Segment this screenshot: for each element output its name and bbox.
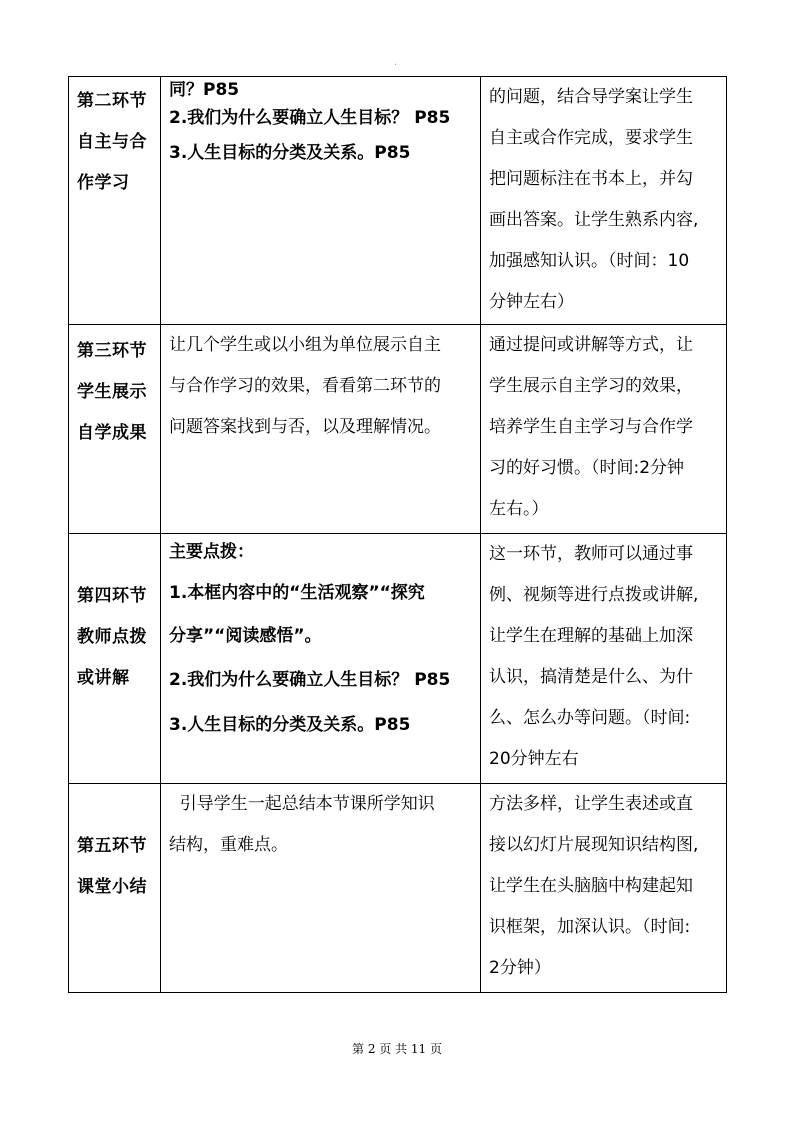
content-line: 3.人生目标的分类及关系。P85 — [169, 715, 411, 735]
stage-line: 自主与合 — [77, 132, 147, 152]
note-cell — [481, 77, 727, 325]
note-line: 把问题标注在书本上，并勾 — [489, 169, 693, 189]
stage-cell — [69, 784, 161, 993]
content-cell — [161, 77, 481, 325]
page-number-footer: 第 2 页 共 11 页 — [352, 1042, 442, 1056]
note-cell — [481, 534, 727, 784]
content-line: 2.我们为什么要确立人生目标？ P85 — [169, 108, 451, 128]
content-line: 3.人生目标的分类及关系。P85 — [169, 143, 411, 163]
stage-line: 第四环节 — [77, 586, 147, 606]
lesson-plan-table — [68, 76, 727, 993]
note-line: 方法多样，让学生表述或直 — [489, 794, 693, 814]
content-cell — [161, 325, 481, 534]
note-line: 画出答案。让学生熟系内容, — [489, 210, 699, 230]
stage-line: 教师点拨 — [77, 627, 147, 647]
table-row — [69, 77, 727, 325]
note-line: 培养学生自主学习与合作学 — [489, 417, 693, 437]
table-row — [69, 325, 727, 534]
stage-line: 第三环节 — [77, 341, 147, 361]
stage-line: 自学成果 — [77, 423, 147, 443]
note-line: 的问题，结合导学案让学生 — [489, 87, 693, 107]
content-line: 问题答案找到与否，以及理解情况。 — [169, 417, 441, 437]
content-line: 主要点拨： — [169, 542, 254, 562]
note-line: 自主或合作完成，要求学生 — [489, 128, 693, 148]
note-cell — [481, 325, 727, 534]
content-line: 1.本框内容中的“生活观察”“探究 — [169, 583, 425, 603]
content-line: 让几个学生或以小组为单位展示自主 — [169, 335, 441, 355]
content-cell — [161, 534, 481, 784]
content-line: 与合作学习的效果，看看第二环节的 — [169, 376, 441, 396]
stage-line: 或讲解 — [77, 668, 130, 688]
stage-cell — [69, 325, 161, 534]
stage-line: 学生展示 — [77, 382, 147, 402]
note-line: 接以幻灯片展现知识结构图, — [489, 835, 699, 855]
content-line: 2.我们为什么要确立人生目标？ P85 — [169, 670, 451, 690]
content-line: 结构，重难点。 — [169, 835, 288, 855]
note-line: 学生展示自主学习的效果， — [489, 376, 693, 396]
table-row — [69, 784, 727, 993]
note-line: 例、视频等进行点拨或讲解, — [489, 585, 699, 605]
stage-line: 作学习 — [77, 173, 130, 193]
note-line: 20分钟左右 — [489, 749, 579, 769]
note-line: 识框架，加深认识。（时间: — [489, 917, 691, 937]
content-line: 引导学生一起总结本节课所学知识 — [169, 794, 435, 814]
stage-line: 第二环节 — [77, 91, 147, 111]
note-line: 么、怎么办等问题。（时间: — [489, 708, 691, 728]
note-line: 这一环节，教师可以通过事 — [489, 544, 693, 564]
note-line: 习的好习惯。（时间:2分钟 — [489, 458, 685, 478]
table-row — [69, 534, 727, 784]
content-cell — [161, 784, 481, 993]
note-line: 让学生在理解的基础上加深 — [489, 626, 693, 646]
note-cell — [481, 784, 727, 993]
note-line: 加强感知认识。（时间：10 — [489, 251, 690, 271]
stage-cell — [69, 77, 161, 325]
note-line: 让学生在头脑脑中构建起知 — [489, 876, 693, 896]
content-line: 分享”“阅读感悟”。 — [169, 626, 322, 646]
stage-line: 课堂小结 — [77, 877, 147, 897]
note-line: 分钟左右） — [489, 292, 574, 312]
note-line: 左右。） — [489, 499, 549, 519]
note-line: 2分钟） — [489, 958, 551, 978]
note-line: 通过提问或讲解等方式，让 — [489, 335, 693, 355]
stage-cell — [69, 534, 161, 784]
content-line: 同？P85 — [169, 80, 240, 100]
note-line: 认识，搞清楚是什么、为什 — [489, 667, 693, 687]
top-mark: · — [394, 60, 398, 71]
stage-line: 第五环节 — [77, 836, 147, 856]
